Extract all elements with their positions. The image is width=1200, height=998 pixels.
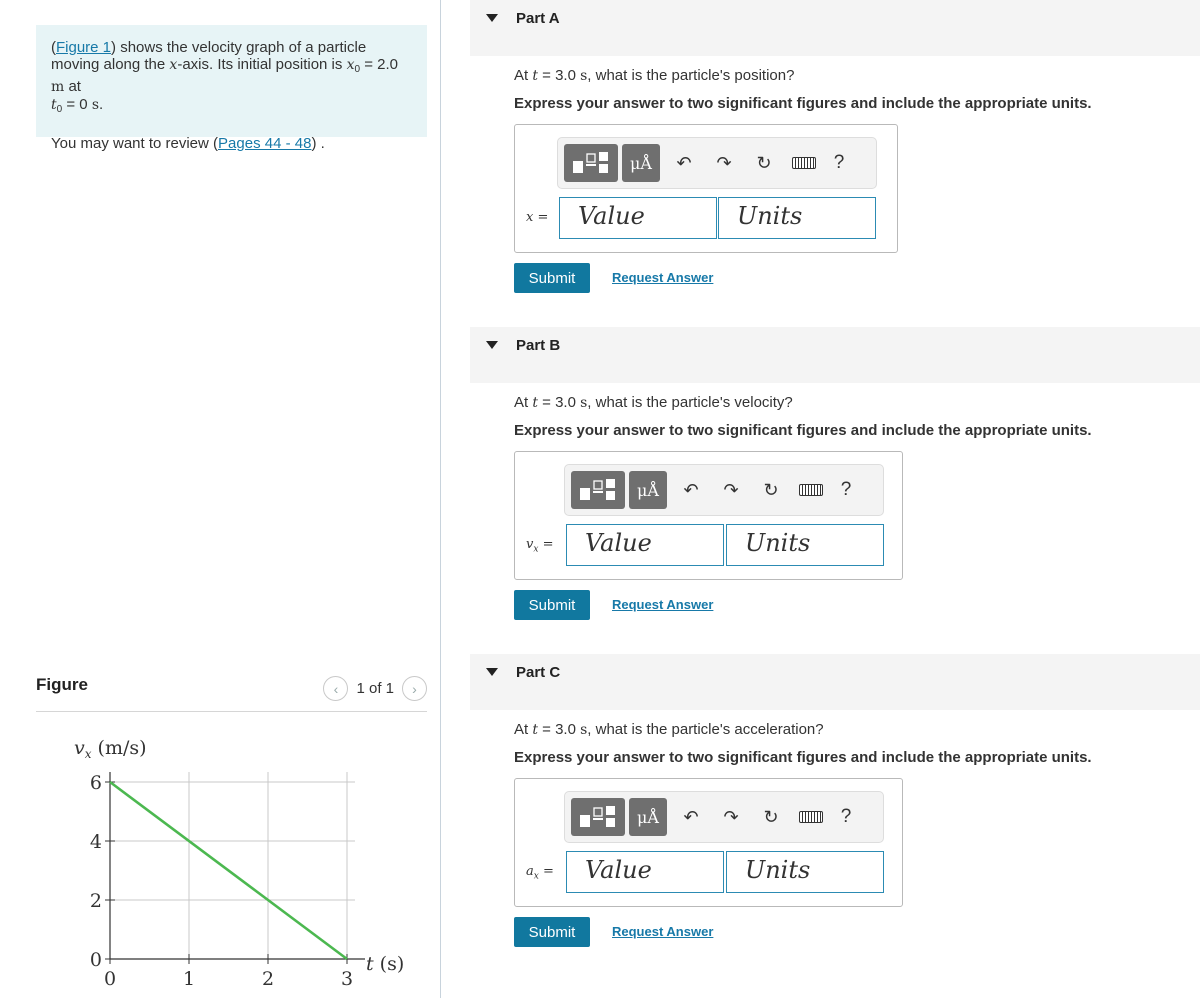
y-tick-label: 2 [89, 890, 102, 912]
intro-text: (Figure 1) shows the velocity graph of a particle moving along the x-axis. Its initial position is $x_0 = 2.0$ m at $t_0 = 0$ s. [51, 39, 398, 115]
collapse-triangle-icon[interactable] [486, 14, 498, 22]
answer-box [514, 451, 903, 580]
part-question: At t = 3.0 s, what is the particle's velocity? [514, 394, 793, 411]
submit-button[interactable]: Submit [514, 917, 590, 947]
figure-pager [323, 676, 427, 701]
undo-icon[interactable]: ↶ [676, 152, 692, 173]
part-title: Part C [516, 664, 561, 681]
help-icon[interactable]: ? [833, 152, 845, 173]
chart-axes [90, 772, 365, 990]
units-input[interactable]: Units [726, 851, 884, 893]
x-tick-label: 1 [182, 968, 196, 990]
part-instruction: Express your answer to two significant figures and include the appropriate units. [514, 422, 1092, 439]
symbol-button[interactable]: μÅ [629, 471, 667, 509]
part-title: Part A [516, 10, 560, 27]
undo-icon[interactable]: ↶ [683, 479, 699, 500]
units-input[interactable]: Units [726, 524, 884, 566]
reset-icon[interactable]: ↻ [756, 152, 772, 173]
help-icon[interactable]: ? [840, 806, 852, 827]
x-tick-label: 3 [340, 968, 354, 990]
problem-intro [36, 25, 427, 152]
math-toolbar [564, 791, 884, 843]
review-pages-link[interactable]: Pages 44 - 48 [218, 135, 312, 152]
part-instruction: Express your answer to two significant figures and include the appropriate units. [514, 749, 1092, 766]
answer-variable-label: $v_x$ = [526, 537, 554, 555]
part-header[interactable] [470, 0, 1200, 56]
fraction-template-icon[interactable] [564, 144, 618, 182]
undo-icon[interactable]: ↶ [683, 806, 699, 827]
chevron-right-icon[interactable]: › [402, 676, 427, 701]
answer-variable-label: x = [526, 210, 549, 225]
chevron-left-icon[interactable]: ‹ [323, 676, 348, 701]
request-answer-link[interactable]: Request Answer [612, 270, 714, 285]
collapse-triangle-icon[interactable] [486, 668, 498, 676]
symbol-button[interactable]: μÅ [629, 798, 667, 836]
figure-link[interactable]: Figure 1 [56, 39, 112, 56]
request-answer-link[interactable]: Request Answer [612, 597, 714, 612]
part-instruction: Express your answer to two significant figures and include the appropriate units. [514, 95, 1092, 112]
part-question: At t = 3.0 s, what is the particle's position? [514, 67, 795, 84]
keyboard-icon[interactable] [792, 157, 816, 169]
part-header[interactable] [470, 654, 1200, 710]
figure-title: Figure [36, 675, 88, 694]
figure-page-count: 1 of 1 [356, 680, 394, 697]
value-input[interactable]: Value [559, 197, 717, 239]
help-icon[interactable]: ? [840, 479, 852, 500]
fraction-template-icon[interactable] [571, 798, 625, 836]
velocity-chart [50, 730, 420, 998]
chart-xlabel: t (s) [366, 953, 405, 975]
math-toolbar [557, 137, 877, 189]
y-tick-label: 0 [89, 949, 102, 971]
reset-icon[interactable]: ↻ [763, 806, 779, 827]
x-tick-label: 0 [103, 968, 117, 990]
part-title: Part B [516, 337, 561, 354]
part-header[interactable] [470, 327, 1200, 383]
redo-icon[interactable]: ↷ [716, 152, 732, 173]
submit-button[interactable]: Submit [514, 590, 590, 620]
answer-variable-label: $a_x$ = [526, 864, 554, 882]
keyboard-icon[interactable] [799, 811, 823, 823]
velocity-line [110, 782, 347, 959]
reset-icon[interactable]: ↻ [763, 479, 779, 500]
math-toolbar [564, 464, 884, 516]
request-answer-link[interactable]: Request Answer [612, 924, 714, 939]
x-tick-label: 2 [261, 968, 275, 990]
chart-series [110, 782, 347, 959]
chart-grid [110, 772, 355, 959]
y-tick-label: 6 [89, 772, 102, 794]
submit-button[interactable]: Submit [514, 263, 590, 293]
redo-icon[interactable]: ↷ [723, 479, 739, 500]
symbol-button[interactable]: μÅ [622, 144, 660, 182]
collapse-triangle-icon[interactable] [486, 341, 498, 349]
redo-icon[interactable]: ↷ [723, 806, 739, 827]
answer-box [514, 778, 903, 907]
figure-header [36, 670, 427, 712]
value-input[interactable]: Value [566, 524, 724, 566]
review-text: You may want to review (Pages 44 - 48) . [51, 135, 325, 152]
column-divider [440, 0, 441, 998]
part-question: At t = 3.0 s, what is the particle's acceleration? [514, 721, 824, 738]
units-input[interactable]: Units [718, 197, 876, 239]
fraction-template-icon[interactable] [571, 471, 625, 509]
answer-box [514, 124, 898, 253]
y-tick-label: 4 [89, 831, 102, 853]
value-input[interactable]: Value [566, 851, 724, 893]
chart-ylabel: $v_x$ (m/s) [74, 737, 147, 761]
keyboard-icon[interactable] [799, 484, 823, 496]
